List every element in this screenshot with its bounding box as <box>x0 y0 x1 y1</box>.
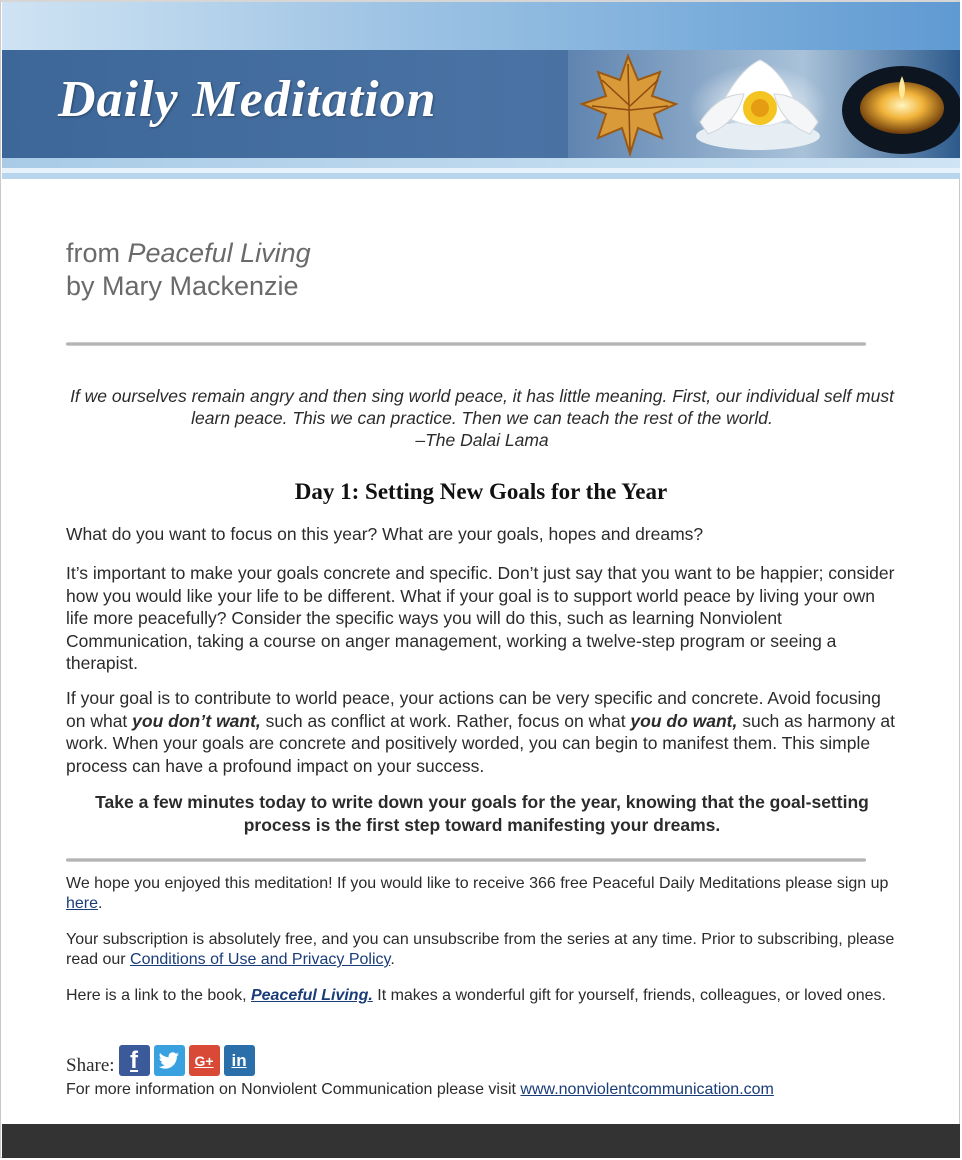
divider-top <box>66 342 866 346</box>
paragraph-3-text: such as harmony at work. When your goals are concrete and positively worded, you can begin to manifest them. This simple process can have a profound impact on your success. <box>66 710 895 776</box>
banner-strip <box>2 173 960 179</box>
quote-block <box>66 385 898 451</box>
subscription-text: Your subscription is absolutely free, and you can unsubscribe from the series at any time. Prior to subscribing, please read our <box>66 931 895 968</box>
banner-artwork <box>568 50 960 158</box>
paragraph-2: It’s important to make your goals concrete and specific. Don’t just say that you want to be happier; consider how you would like your life to be different. What if your goal is to support world peace by living your own life more peacefully? Consider the specific ways you will do this, such as learning Nonviolent Communication, taking a course on anger management, working a twelve-step program or seeing a therapist. <box>66 563 895 673</box>
twitter-bird-icon <box>158 1052 180 1070</box>
bottom-bar <box>2 1124 960 1158</box>
facebook-icon[interactable]: f <box>119 1045 150 1076</box>
header-banner <box>2 2 960 180</box>
paragraph-3 <box>66 687 901 777</box>
quote-attribution: –The Dalai Lama <box>415 430 549 450</box>
twitter-icon[interactable] <box>154 1045 185 1076</box>
privacy-policy-link[interactable]: Conditions of Use and Privacy Policy <box>130 951 391 968</box>
paragraph-3-text: If your goal is to contribute to world peace, your actions can be very specific and concrete. Avoid focusing on what <box>66 688 881 731</box>
quote-text: If we ourselves remain angry and then sing world peace, it has little meaning. First, our individual self must learn peace. This we can practice. Then we can teach the rest of the world. <box>70 386 894 428</box>
banner-title: Daily Meditation <box>58 71 437 128</box>
banner-strip <box>2 158 960 168</box>
share-label: Share: <box>66 1055 115 1076</box>
signup-link[interactable]: here <box>66 895 99 912</box>
emphasis-dont-want: you don’t want, <box>132 710 261 731</box>
nvc-paragraph <box>66 1080 901 1100</box>
linkedin-icon[interactable]: in <box>224 1045 255 1076</box>
book-text: Here is a link to the book, <box>66 987 251 1004</box>
signup-paragraph <box>66 874 901 914</box>
meditation-title: Day 1: Setting New Goals for the Year <box>294 479 668 504</box>
book-paragraph <box>66 986 901 1006</box>
from-prefix: from <box>66 238 120 268</box>
subscription-paragraph <box>66 930 901 970</box>
book-end: It makes a wonderful gift for yourself, friends, colleagues, or loved ones. <box>372 987 886 1004</box>
byline <box>66 237 311 303</box>
signup-text: We hope you enjoyed this meditation! If you would like to receive 366 free Peaceful Daily Meditations please sign up <box>66 875 889 892</box>
nvc-text: For more information on Nonviolent Communication please visit <box>66 1081 521 1098</box>
book-link[interactable]: Peaceful Living. <box>250 987 373 1004</box>
paragraph-1: What do you want to focus on this year? What are your goals, hopes and dreams? <box>66 524 704 544</box>
book-title: Peaceful Living <box>127 238 311 268</box>
paragraph-3-text: such as conflict at work. Rather, focus on what <box>260 710 631 731</box>
emphasis-do-want: you do want, <box>630 710 738 731</box>
author-line: by Mary Mackenzie <box>66 271 299 301</box>
nvc-website-link[interactable]: www.nonviolentcommunication.com <box>520 1081 774 1098</box>
divider-bottom <box>66 858 866 862</box>
source-line <box>66 237 311 270</box>
banner-sky <box>2 2 960 50</box>
share-bar <box>66 1042 259 1076</box>
google-plus-icon[interactable]: G+ <box>189 1045 220 1076</box>
candle-icon <box>842 66 960 154</box>
callout-text: Take a few minutes today to write down your goals for the year, knowing that the goal-setting process is the first step toward manifesting your dreams. <box>95 792 869 835</box>
signup-end: . <box>98 895 103 912</box>
policy-end: . <box>390 951 395 968</box>
